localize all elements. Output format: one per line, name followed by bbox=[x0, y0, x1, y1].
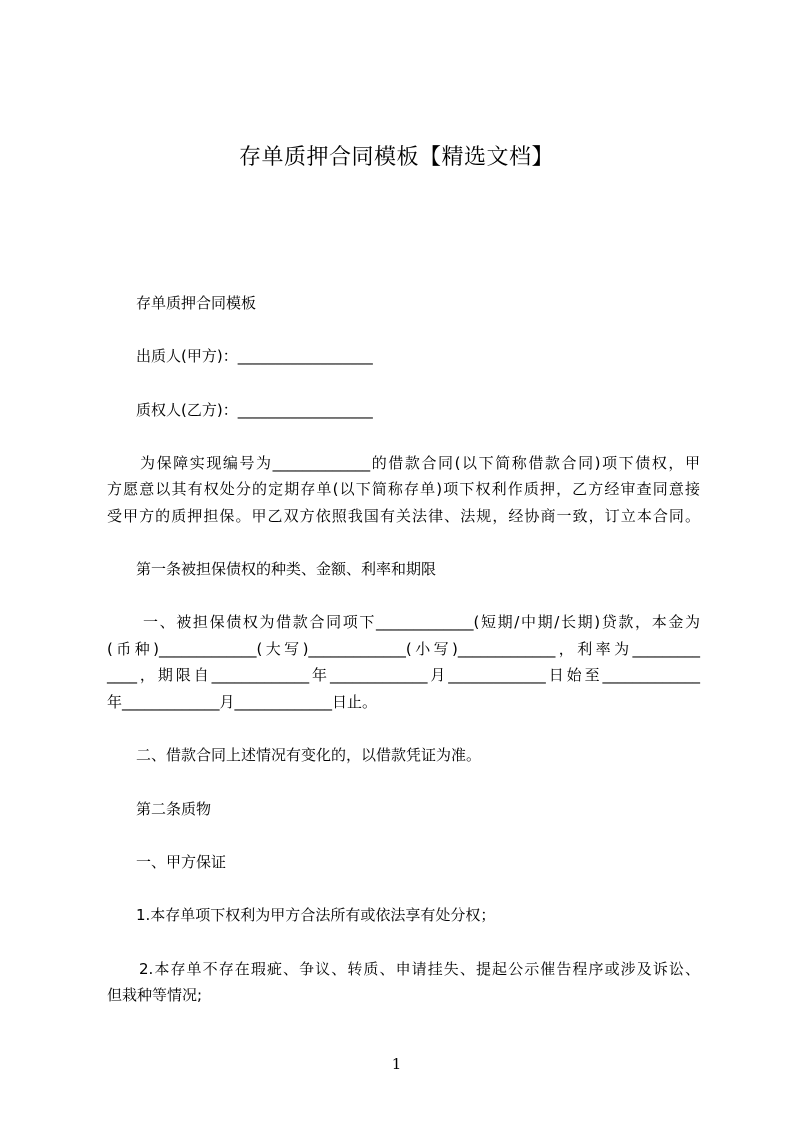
page-number: 1 bbox=[391, 1055, 402, 1073]
clause-2-line: 2.本存单不存在瑕疵、争议、转质、申请挂失、提起公示催告程序或涉及诉讼、 bbox=[139, 960, 700, 978]
article-1-heading: 第一条被担保债权的种类、金额、利率和期限 bbox=[136, 560, 437, 578]
pledgor-field: 出质人(甲方)：__________________ bbox=[136, 347, 373, 365]
clause-2-line: 但栽种等情况; bbox=[107, 986, 203, 1004]
document-title: 存单质押合同模板【精选文档】 bbox=[238, 145, 554, 170]
preamble-line: 方愿意以其有权处分的定期存单(以下简称存单)项下权利作质押，乙方经审查同意接 bbox=[107, 480, 700, 498]
article-1-item-1-line: 年_____________月_____________日止。 bbox=[107, 693, 378, 711]
preamble-line: 受甲方的质押担保。甲乙双方依照我国有关法律、法规，经协商一致，订立本合同。 bbox=[107, 507, 700, 525]
contract-subtitle: 存单质押合同模板 bbox=[136, 294, 257, 312]
article-1-item-1-line: 一、被担保债权为借款合同项下_____________(短期/中期/长期)贷款，本金为 bbox=[143, 613, 700, 631]
article-1-item-2: 二、借款合同上述情况有变化的，以借款凭证为准。 bbox=[136, 746, 482, 764]
article-1-item-1-line: (币种)_____________(大写)_____________(小写)_____________，利率为_________ bbox=[107, 640, 700, 658]
article-1-item-1-line: ____，期限自_____________年_____________月_____________日始至_____________ bbox=[107, 666, 700, 684]
preamble-line: 为保障实现编号为_____________的借款合同(以下简称借款合同)项下债权，甲 bbox=[140, 454, 700, 472]
pledgee-field: 质权人(乙方)：__________________ bbox=[136, 401, 373, 419]
article-2-heading: 第二条质物 bbox=[136, 800, 212, 818]
article-2-subheading: 一、甲方保证 bbox=[136, 853, 227, 871]
clause-1: 1.本存单项下权利为甲方合法所有或依法享有处分权； bbox=[136, 906, 496, 924]
